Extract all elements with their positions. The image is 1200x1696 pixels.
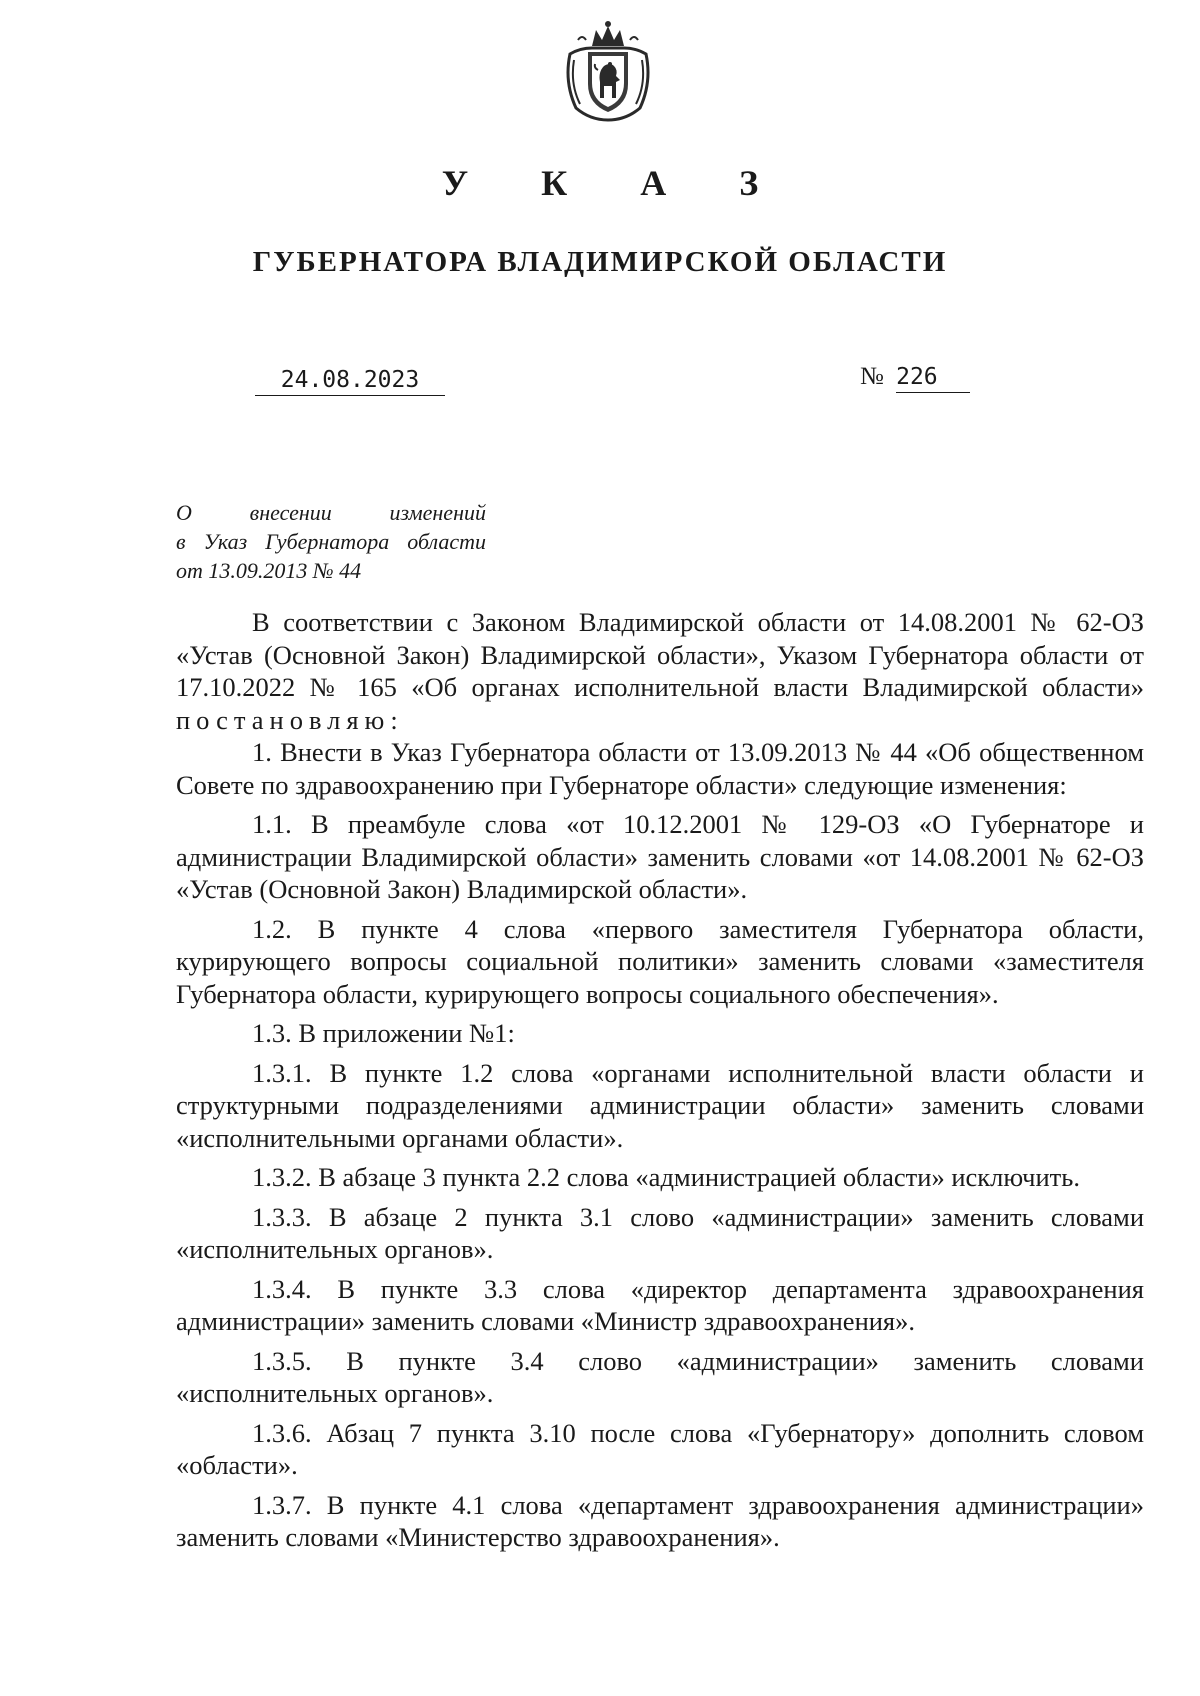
body-paragraph: 1.3.6. Абзац 7 пункта 3.10 после слова «Губернатору» дополнить словом «области». — [176, 1417, 1144, 1480]
preamble-paragraph — [176, 606, 1144, 736]
decree-word: постановляю: — [176, 704, 404, 735]
subject-line: от 13.09.2013 № 44 — [176, 558, 362, 583]
body-paragraph: 1.3.2. В абзаце 3 пункта 2.2 слова «администрацией области» исключить. — [252, 1162, 1080, 1192]
number-sign: № — [860, 363, 884, 390]
body-paragraph: 1.3.5. В пункте 3.4 слово «администрации» заменить словами «исполнительных органов». — [176, 1345, 1144, 1408]
document-date: 24.08.2023 — [255, 367, 445, 396]
body-paragraph: 1.3.3. В абзаце 2 пункта 3.1 слово «администрации» заменить словами «исполнительных органов». — [176, 1201, 1144, 1264]
body-paragraph: 1. Внести в Указ Губернатора области от 13.09.2013 № 44 «Об общественном Совете по здравоохранению при Губернаторе области» следующие изменения: — [176, 737, 1144, 800]
document-number-field — [860, 363, 970, 393]
body-paragraph: 1.3.4. В пункте 3.3 слова «директор департамента здравоохранения администрации» заменить словами «Министр здравоохранения». — [176, 1273, 1144, 1336]
body-paragraph: 1.3.1. В пункте 1.2 слова «органами исполнительной власти области и структурными подразделениями администрации области» заменить словами «исполнительными органами области». — [176, 1057, 1144, 1153]
body-paragraph: 1.3. В приложении №1: — [252, 1018, 515, 1048]
document-number: 226 — [896, 364, 970, 393]
preamble-text: В соответствии с Законом Владимирской области от 14.08.2001 № 62-ОЗ «Устав (Основной Закон) Владимирской области», Указом Губернатора области от 17.10.2022 № 165 «Об органах исполнительной власти Владимирской области» — [176, 607, 1144, 702]
body-paragraph: 1.3.7. В пункте 4.1 слова «департамент здравоохранения администрации» заменить словами «Министерство здравоохранения». — [176, 1489, 1144, 1552]
document-body — [176, 606, 1144, 1554]
subject-line: в Указ Губернатора области — [176, 529, 486, 554]
document-issuer: ГУБЕРНАТОРА ВЛАДИМИРСКОЙ ОБЛАСТИ — [252, 246, 948, 278]
body-paragraph: 1.1. В преамбуле слова «от 10.12.2001 № 129-ОЗ «О Губернаторе и администрации Владимирской области» заменить словами «от 14.08.2001 № 62-ОЗ «Устав (Основной Закон) Владимирской области». — [176, 809, 1144, 904]
subject-line: О внесении изменений — [176, 500, 486, 525]
coat-of-arms-icon — [562, 20, 654, 122]
body-paragraph: 1.2. В пункте 4 слова «первого заместителя Губернатора области, курирующего вопросы социальной политики» заменить словами «заместителя Губернатора области, курирующего вопросы социального обеспечения». — [176, 913, 1144, 1009]
document-title: У К А З — [441, 163, 791, 203]
document-subject — [176, 498, 486, 585]
